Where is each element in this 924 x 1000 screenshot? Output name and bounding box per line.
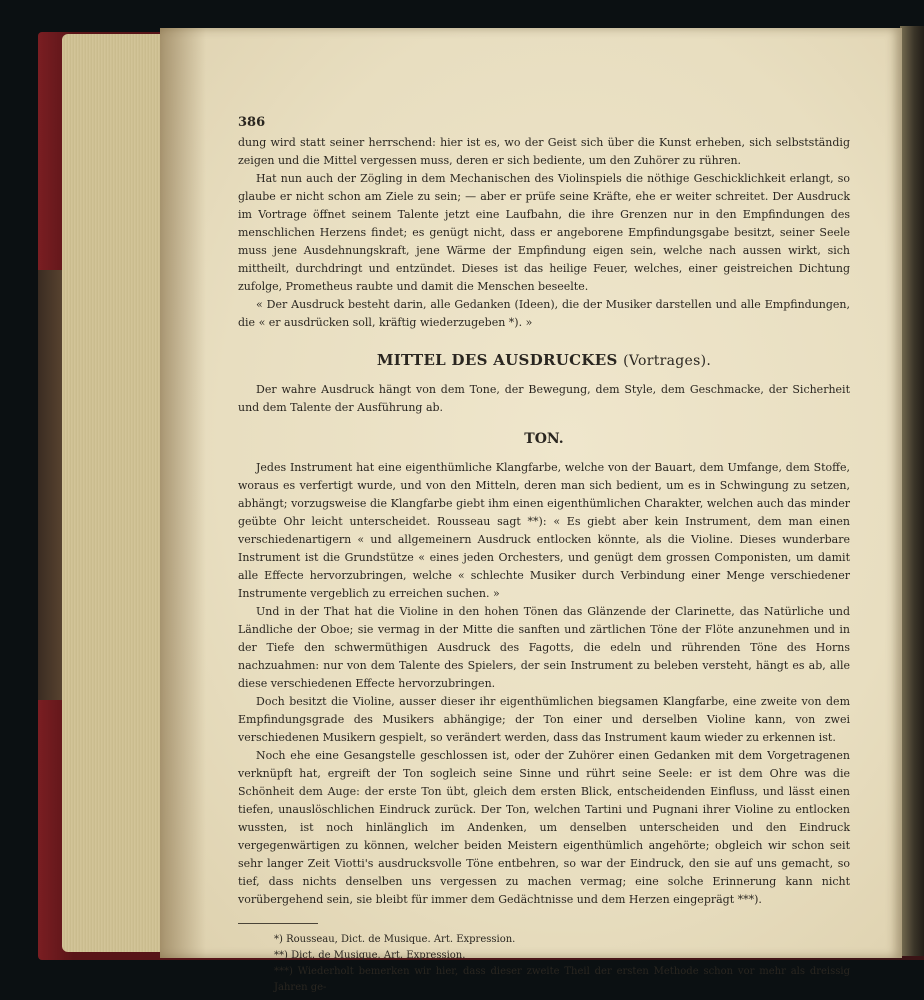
paragraph-gesangstelle: Noch ehe eine Gesangstelle geschlossen ist, oder der Zuhörer einen Gedanken mit dem Vorgetragenen verknüpft hat, ergreift der Ton sogleich seine Sinne und rührt seine Seele: er ist dem Ohre was die Schönheit dem Auge: der erste Ton übt, gleich dem ersten Blick, entscheidenden Einfluss, und lässt einen tiefen, unauslöschlichen Eindruck zurück. Der Ton, welchen Tartini und Pugnani ihrer Violine zu entlocken wussten, ist noch hinlänglich im Andenken, um denselben unterscheiden und den Eindruck vergegenwärtigen zu können, welcher beiden Meistern eigenthümlich angehörte; obgleich wir schon seit sehr langer Zeit Viotti's ausdrucksvolle Töne entbehren, so war der Eindruck, den sie auf uns gemacht, so tief, dass nichts denselben uns vergessen zu machen vermag; eine solche Erinnerung kann nicht vorübergehend sein, sie bleibt für immer dem Gedächtnisse und dem Herzen eingeprägt ***). xyxy=(238,749,850,906)
paragraph-violine-toene: Und in der That hat die Violine in den hohen Tönen das Glänzende der Clarinette, das Natürliche und Ländliche der Oboe; sie vermag in der Mitte die sanften und zärtlichen Töne der Flöte anzunehmen und in der Tiefe den schwermüthigen Ausdruck des Fagotts, die edeln und rührenden Töne des Horns nachzuahmen: nur von dem Talente des Spielers, der sein Instrument zu beleben versteht, hängt es ab, alle diese verschiedenen Effecte hervorzubringen. xyxy=(238,605,850,690)
section-heading-sub: (Vortrages). xyxy=(623,353,712,369)
footnote-3: ***) Wiederholt bemerken wir hier, dass dieser zweite Theil der ersten Methode schon vor mehr als dreissig Jahren ge- xyxy=(274,966,850,993)
quote-expression: « Der Ausdruck besteht darin, alle Gedanken (Ideen), die der Musiker darstellen und alle Empfindungen, die « er ausdrücken soll, kräftig wiederzugeben *). » xyxy=(238,298,850,329)
page-number: 386 xyxy=(238,115,266,130)
footnote-1: *) Rousseau, Dict. de Musique. Art. Expression. xyxy=(274,934,516,945)
subsection-heading: TON. xyxy=(524,431,564,447)
page-text-block xyxy=(238,112,850,996)
section-intro: Der wahre Ausdruck hängt von dem Tone, der Bewegung, dem Style, dem Geschmacke, der Sicherheit und dem Talente der Ausführung ab. xyxy=(238,383,850,414)
footnote-rule xyxy=(238,923,318,924)
footnote-2: **) Dict. de Musique. Art. Expression. xyxy=(274,950,466,961)
section-heading-title: MITTEL DES AUSDRUCKES xyxy=(376,351,618,369)
page-stack-edge xyxy=(62,34,172,952)
paragraph-empfindungsgrad: Doch besitzt die Violine, ausser dieser ihr eigenthümlichen biegsamen Klangfarbe, eine zweite von dem Empfindungsgrade des Musikers abhängige; der Ton einer und derselben Violine kann, von zwei verschiedenen Musikern gespielt, so verändert werden, dass das Instrument kaum wieder zu erkennen ist. xyxy=(238,695,850,744)
paragraph-expression: Hat nun auch der Zögling in dem Mechanischen des Violinspiels die nöthige Geschicklichkeit erlangt, so glaube er nicht schon am Ziele zu sein; — aber er prüfe seine Kräfte, ehe er weiter schreitet. Der Ausdruck im Vortrage öffnet seinem Talente jetzt eine Laufbahn, die ihre Grenzen nur in den Empfindungen des menschlichen Herzens findet; es genügt nicht, dass er angeborene Empfindungsgabe besitzt, seiner Seele muss jene Ausdehnungskraft, jene Wärme der Empfindung eigen sein, welche nach aussen wirkt, sich mittheilt, durchdringt und entzündet. Dieses ist das heilige Feuer, welches, einer geistreichen Dichtung zufolge, Prometheus raubte und damit die Menschen beseelte. xyxy=(238,172,850,293)
section-heading xyxy=(238,350,850,371)
paragraph-continuation: dung wird statt seiner herrschend: hier ist es, wo der Geist sich über die Kunst erheben, sich selbstständig zeigen und die Mittel vergessen muss, deren er sich bediente, um den Zuhörer zu rühren. xyxy=(238,136,850,167)
page-gutter-shadow xyxy=(160,28,206,958)
paragraph-klangfarbe: Jedes Instrument hat eine eigenthümliche Klangfarbe, welche von der Bauart, dem Umfange, dem Stoffe, woraus es verfertigt wurde, und von den Mitteln, deren man sich bedient, um es in Schwingung zu setzen, abhängt; vorzugsweise die Klangfarbe giebt ihm einen eigenthümlichen Charakter, welchen auch das minder geübte Ohr leicht unterscheidet. Rousseau sagt **): « Es giebt aber kein Instrument, dem man einen verschiedenartigern « und allgemeinern Ausdruck entlocken könnte, als die Violine. Dieses wunderbare Instrument ist die Grundstütze « eines jeden Orchesters, und genügt dem grossen Componisten, um damit alle Effecte hervorzubringen, welche « schlechte Musiker durch Verbindung einer Menge verschiedener Instrumente vergeblich zu erreichen suchen. » xyxy=(238,461,850,600)
right-page-edge xyxy=(900,26,924,956)
